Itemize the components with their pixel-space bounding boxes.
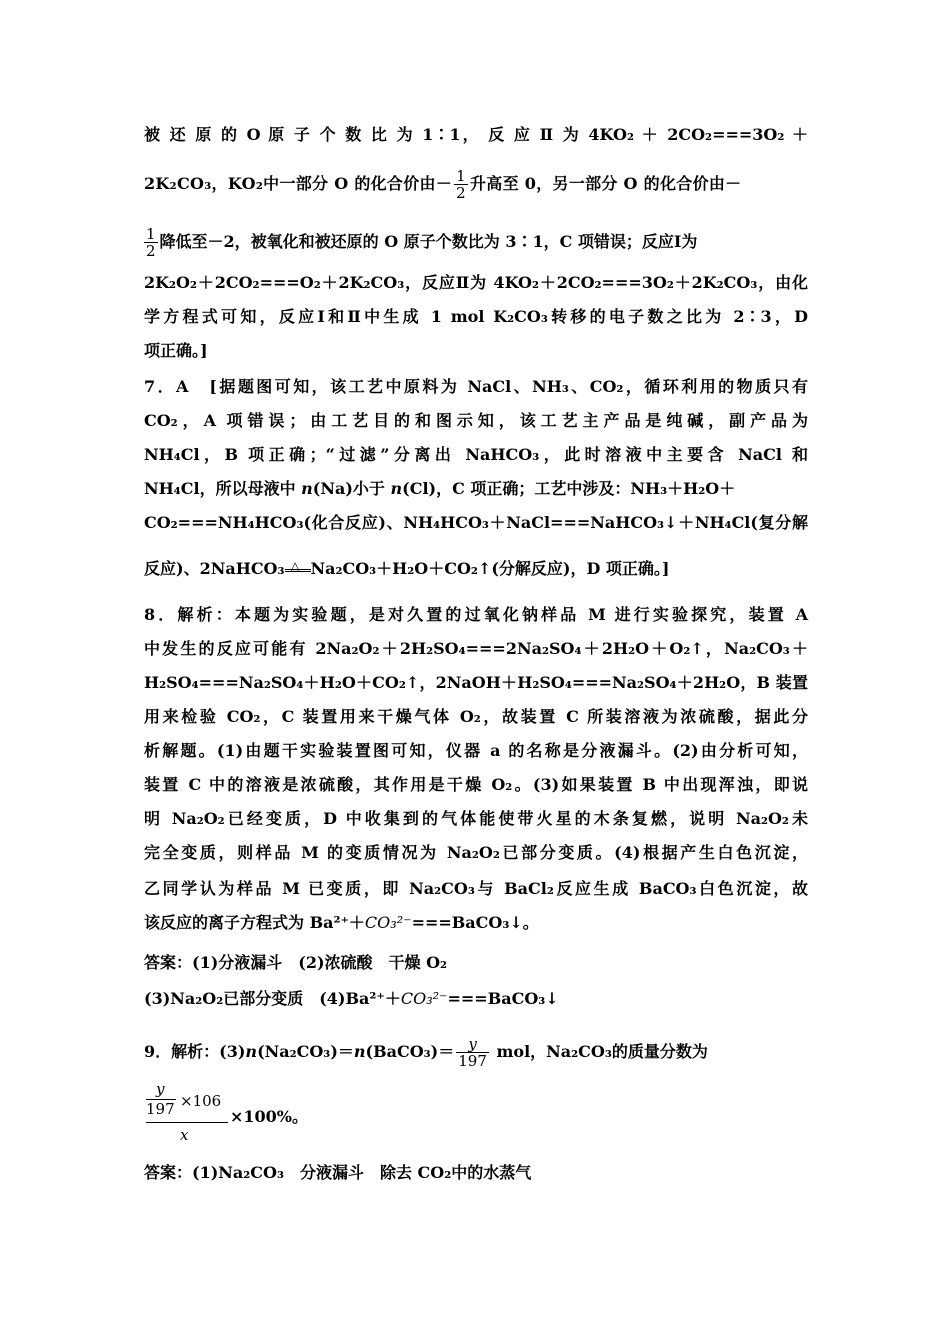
- text-segment: (3)Na₂O₂已部分变质 (4)Ba²⁺＋: [144, 989, 401, 1008]
- fraction-numerator: 1: [146, 225, 156, 243]
- fraction-numerator: 1: [456, 167, 466, 185]
- text-segment: 2K₂CO₃，KO₂中一部分 O 的化合价由－: [144, 174, 453, 193]
- answer-line: [144, 988, 559, 1010]
- fraction-half: [454, 168, 468, 201]
- text-segment: NH₄Cl，所以母液中: [144, 479, 302, 498]
- text-segment: Na₂CO₃＋H₂O＋CO₂↑(分解反应)，D 项正确。]: [310, 559, 670, 578]
- text-segment: (Cl)，C 项正确；工艺中涉及：NH₃＋H₂O＋: [402, 479, 736, 498]
- heating-triangle-icon: △: [290, 558, 300, 573]
- fraction-half: [144, 226, 158, 259]
- text-segment: 该反应的离子方程式为 Ba²⁺＋: [144, 913, 365, 932]
- text-line: CO₂，A 项错误；由工艺目的和图示知，该工艺主产品是纯碱，副产品为: [144, 411, 808, 430]
- carbonate-ion: CO₃²⁻: [364, 913, 412, 932]
- text-segment: ===BaCO₃↓: [447, 989, 559, 1008]
- text-segment: (Na₂CO₃)＝: [257, 1042, 354, 1061]
- fraction-y-over-197: [456, 1036, 489, 1069]
- equals-bar: [285, 569, 311, 572]
- carbonate-ion: CO₃²⁻: [400, 989, 448, 1008]
- text-line: 被 还 原 的 O 原 子 个 数 比 为 1∶1， 反 应 Ⅱ 为 4KO₂ ＋ 2CO₂===3O₂ ＋: [144, 125, 808, 144]
- multiplier: ×106: [180, 1092, 222, 1110]
- text-line: 明 Na₂O₂已经变质，D 中收集到的气体能使带火星的木条复燃，说明 Na₂O₂未: [144, 809, 808, 828]
- variable-n: n: [390, 479, 403, 498]
- text-line: CO₂===NH₄HCO₃(化合反应)、NH₄HCO₃＋NaCl===NaHCO₃↓＋NH₄Cl(复分解: [144, 513, 808, 532]
- text-line: 析解题。(1)由题干实验装置图可知，仪器 a 的名称是分液漏斗。(2)由分析可知，: [144, 741, 808, 760]
- text-line: 完全变质，则样品 M 的变质情况为 Na₂O₂已部分变质。(4)根据产生白色沉淀，: [144, 843, 808, 862]
- text-segment: mol，Na₂CO₃的质量分数为: [490, 1042, 708, 1061]
- text-line: [144, 478, 735, 500]
- text-segment: 降低至－2，被氧化和被还原的 O 原子个数比为 3∶1，C 项错误；反应Ⅰ为: [159, 232, 698, 251]
- answer-line: 答案：(1)Na₂CO₃ 分液漏斗 除去 CO₂中的水蒸气: [144, 1163, 532, 1182]
- fraction-numerator: y: [156, 1080, 165, 1098]
- text-line: 2K₂O₂＋2CO₂===O₂＋2K₂CO₃，反应Ⅱ为 4KO₂＋2CO₂===3O₂＋2K₂CO₃，由化: [144, 273, 808, 292]
- compound-fraction: [144, 1080, 228, 1150]
- heating-condition-equals: [285, 558, 311, 577]
- text-segment: ===BaCO₃↓。: [411, 913, 539, 932]
- fraction-bar: [146, 1122, 228, 1123]
- fraction-denominator: 2: [456, 184, 466, 202]
- text-line: [144, 168, 741, 201]
- fraction-denominator: 197: [146, 1100, 175, 1118]
- text-line: [144, 558, 670, 580]
- text-segment: ×100%。: [230, 1107, 309, 1126]
- text-line: [144, 226, 697, 259]
- text-line: 项正确。]: [144, 341, 208, 360]
- text-line: H₂SO₄===Na₂SO₄＋H₂O＋CO₂↑，2NaOH＋H₂SO₄===Na₂SO₄＋2H₂O，B 装置: [144, 673, 808, 692]
- text-line: NH₄Cl，B 项正确；“过滤”分离出 NaHCO₃，此时溶液中主要含 NaCl 和: [144, 445, 808, 464]
- text-line: 学方程式可知，反应Ⅰ和Ⅱ中生成 1 mol K₂CO₃转移的电子数之比为 2∶3，D: [144, 307, 808, 326]
- variable-n: n: [353, 1042, 366, 1061]
- fraction-denominator: 2: [146, 242, 156, 260]
- text-line: 乙同学认为样品 M 已变质，即 Na₂CO₃与 BaCl₂反应生成 BaCO₃白色沉淀，故: [144, 879, 808, 898]
- text-line: 用来检验 CO₂，C 装置用来干燥气体 O₂，故装置 C 所装溶液为浓硫酸，据此分: [144, 707, 808, 726]
- fraction-denominator: x: [180, 1126, 189, 1144]
- text-segment: (BaCO₃)＝: [365, 1042, 455, 1061]
- variable-n: n: [301, 479, 313, 498]
- answer-line: 答案：(1)分液漏斗 (2)浓硫酸 干燥 O₂: [144, 953, 448, 972]
- text-line: [144, 912, 539, 934]
- text-line: 中发生的反应可能有 2Na₂O₂＋2H₂SO₄===2Na₂SO₄＋2H₂O＋O₂↑，Na₂CO₃＋: [144, 639, 808, 658]
- text-segment: 升高至 0，另一部分 O 的化合价由－: [469, 174, 742, 193]
- fraction-numerator: y: [456, 1036, 489, 1053]
- variable-n: n: [245, 1042, 258, 1061]
- text-line: 装置 C 中的溶液是浓硫酸，其作用是干燥 O₂。(3)如果装置 B 中出现浑浊，即说: [144, 775, 808, 794]
- text-line: 7．A [据题图可知，该工艺中原料为 NaCl、NH₃、CO₂，循环利用的物质只有: [144, 377, 808, 396]
- text-line: 8．解析：本题为实验题，是对久置的过氧化钠样品 M 进行实验探究，装置 A: [144, 605, 808, 624]
- text-segment: 9．解析：(3): [144, 1042, 246, 1061]
- fraction-denominator: 197: [458, 1052, 487, 1070]
- text-segment: (Na)小于: [312, 479, 391, 498]
- text-line: [144, 1036, 708, 1069]
- text-segment: 反应)、2NaHCO₃: [144, 559, 285, 578]
